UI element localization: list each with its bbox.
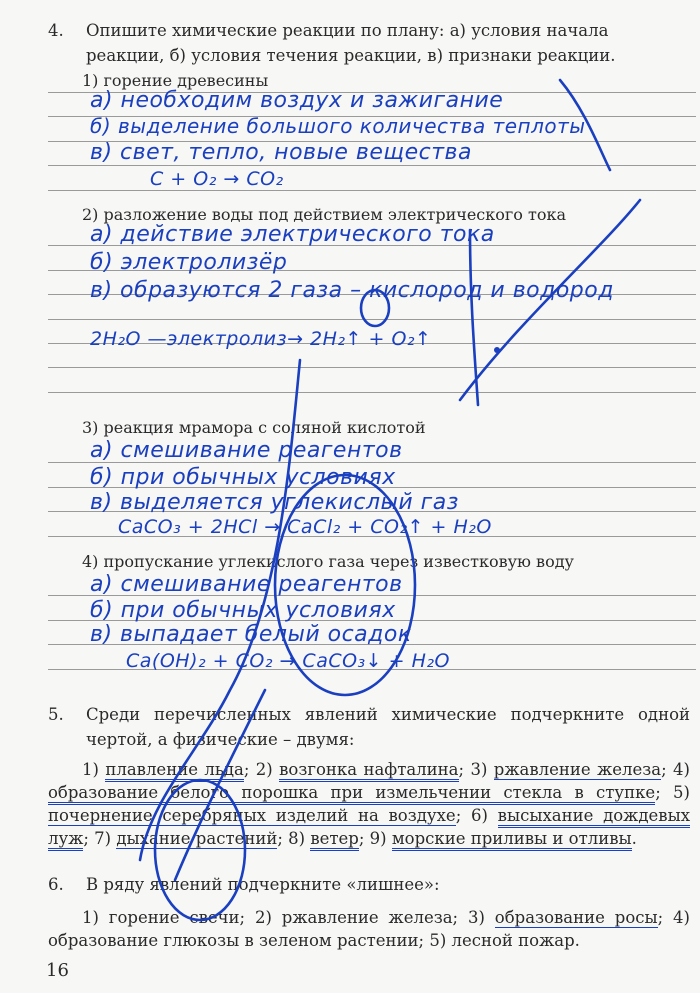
equation-4: Ca(OH)₂ + CO₂ → CaCO₃↓ + H₂O (126, 650, 450, 672)
answer-4c: в) выпадает белый осадок (90, 622, 412, 647)
answer-1a: а) необходим воздух и зажигание (90, 88, 504, 113)
phenomenon-7: дыхание растений (116, 829, 278, 848)
task-5-phenomena: 1) плавление льда; 2) возгонка нафталина; 3) ржавление железа; 4) образование белого порошка при измельчении стекла в ступке; 5) почернение серебряных изделий на воздухе; 6) высыхание дождевых луж; 7) дыхание растений; 8) ветер; 9) морские приливы и отливы. (48, 758, 690, 850)
equation-1: C + O₂ → CO₂ (150, 168, 284, 190)
equation-3: CaCO₃ + 2HCl → CaCl₂ + CO₂↑ + H₂O (118, 516, 492, 538)
equation-2: 2H₂O —электролиз→ 2H₂↑ + O₂↑ (90, 328, 432, 350)
phenomenon-4: образование белого порошка при измельчении стекла в ступке (48, 783, 655, 805)
answer-4a: а) смешивание реагентов (90, 572, 403, 597)
phenomenon-9: морские приливы и отливы (392, 829, 632, 851)
item-3-label: 3) реакция мрамора с соляной кислотой (82, 418, 426, 437)
phenomenon-1: плавление льда (105, 760, 243, 782)
task-6-text: В ряду явлений подчеркните «лишнее»: (86, 875, 440, 894)
answer-2b: б) электролизёр (90, 250, 288, 275)
phenomenon-6: высыхание дождевых луж (48, 806, 690, 851)
task-6-number: 6. (48, 875, 64, 894)
page-number: 16 (46, 960, 69, 981)
odd-one-out: образование росы (494, 908, 658, 927)
task-4-text: Опишите химические реакции по плану: а) условия начала реакции, б) условия течения реакции, в) признаки реакции. (86, 21, 616, 65)
answer-2c: в) образуются 2 газа – кислород и водород (90, 278, 614, 303)
item-4-label: 4) пропускание углекислого газа через известковую воду (82, 552, 574, 571)
answer-1b: б) выделение большого количества теплоты (90, 114, 586, 138)
answer-2a: а) действие электрического тока (90, 222, 495, 247)
phenomenon-3: ржавление железа (493, 760, 662, 779)
answer-3b: б) при обычных условиях (90, 465, 396, 490)
answer-3a: а) смешивание реагентов (90, 438, 403, 463)
task-5-text: Среди перечисленных явлений химические подчеркните одной чертой, а физические – двумя: (86, 705, 690, 749)
answer-4b: б) при обычных условиях (90, 598, 396, 623)
task-4-number: 4. (48, 21, 64, 40)
task-5-number: 5. (48, 705, 64, 724)
phenomenon-8: ветер (310, 829, 359, 851)
phenomenon-2: возгонка нафталина (279, 760, 458, 782)
item-1-label: 1) горение древесины (82, 71, 269, 90)
answer-3c: в) выделяется углекислый газ (90, 490, 459, 515)
answer-1c: в) свет, тепло, новые вещества (90, 140, 473, 165)
phenomenon-5: почернение серебряных изделий на воздухе (48, 806, 456, 825)
task-6-phenomena: 1) горение свечи; 2) ржавление железа; 3) образование росы; 4) образование глюкозы в зеленом растении; 5) лесной пожар. (48, 908, 690, 950)
item-2-label: 2) разложение воды под действием электрического тока (82, 205, 567, 224)
